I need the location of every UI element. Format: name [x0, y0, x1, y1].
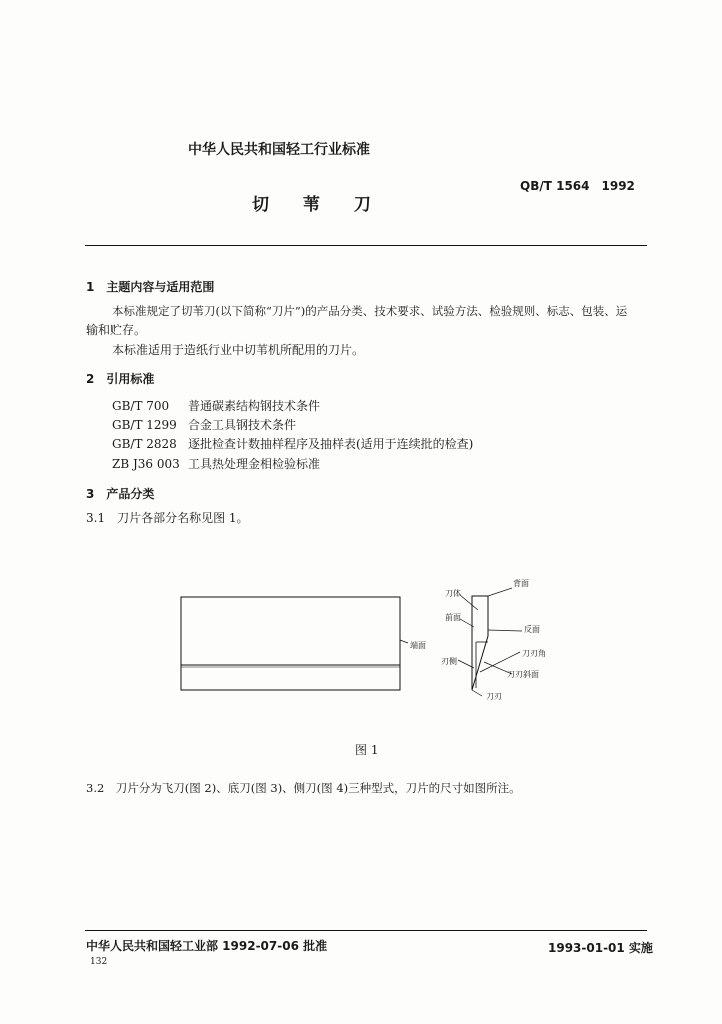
- approval-line: 中华人民共和国轻工业部 1992-07-06 批准: [86, 939, 328, 953]
- reference-name: 逐批检查计数抽样程序及抽样表(适用于连续批的检查): [188, 437, 474, 451]
- reference-code: GB/T 700: [112, 399, 170, 413]
- label-edge-bevel: 刀刃斜面: [507, 670, 539, 679]
- section-2-title: 2 引用标准: [86, 372, 155, 386]
- section-1-paragraph-1-line-1: 本标准规定了切苇刀(以下简称“刀片”)的产品分类、技术要求、试验方法、检验规则、标志、包装、运: [112, 304, 628, 318]
- reference-code: GB/T 1299: [112, 418, 177, 432]
- reference-name: 普通碳素结构钢技术条件: [188, 399, 321, 413]
- label-edge: 刀刃: [486, 692, 502, 701]
- section-1-title: 1 主题内容与适用范围: [86, 280, 215, 294]
- label-edge-angle: 刀刃角: [522, 649, 546, 658]
- standard-code: QB/T 1564 1992: [520, 179, 635, 193]
- blade-front-view: [181, 597, 400, 690]
- label-edge-side: 刃侧: [441, 657, 457, 666]
- label-front-face: 前面: [445, 613, 461, 622]
- section-3-2-text: 3.2 刀片分为飞刀(图 2)、底刀(图 3)、侧刀(图 4)三种型式，刀片的尺寸如图所注。: [86, 781, 521, 795]
- section-1-paragraph-1-line-2: 输和贮存。: [86, 323, 147, 337]
- label-body: 刀体: [445, 589, 461, 598]
- document-title: 切 苇 刀: [252, 195, 385, 215]
- page-number: 132: [90, 957, 108, 967]
- reference-name: 工具热处理金相检验标准: [188, 457, 321, 471]
- label-back-face: 背面: [513, 579, 529, 588]
- footer-rule: [85, 930, 647, 931]
- reference-name: 合金工具钢技术条件: [188, 418, 297, 432]
- reference-code: GB/T 2828: [112, 437, 177, 451]
- section-3-title: 3 产品分类: [86, 487, 155, 501]
- implementation-date: 1993-01-01 实施: [548, 941, 653, 955]
- figure-1-caption: 图 1: [355, 743, 379, 757]
- label-end-face: 端面: [410, 641, 426, 650]
- edge-leader: [472, 690, 482, 696]
- label-reverse-face: 反面: [524, 625, 540, 634]
- issuing-organization: 中华人民共和国轻工行业标准: [188, 142, 370, 158]
- blade-cross-section: [472, 596, 488, 690]
- reverse-face-leader: [488, 630, 522, 631]
- back-face-leader: [488, 588, 512, 596]
- body-leader: [460, 595, 478, 610]
- reference-code: ZB J36 003: [112, 457, 180, 471]
- end-face-leader: [400, 640, 408, 643]
- section-3-1-text: 3.1 刀片各部分名称见图 1。: [86, 511, 249, 525]
- section-1-paragraph-2: 本标准适用于造纸行业中切苇机所配用的刀片。: [112, 343, 365, 357]
